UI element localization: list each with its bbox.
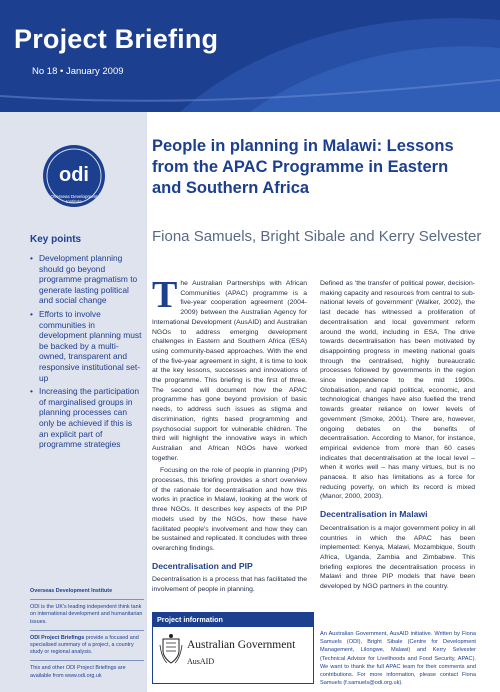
ausaid-wordmark: AusAID [187, 657, 215, 666]
article-title: People in planning in Malawi: Lessons from the APAC Programme in Eastern and Southern Africa [152, 137, 454, 197]
body-paragraph: Decentralisation is a process that has facilitated the involvement of people in planning. [152, 576, 307, 594]
body-column-right [320, 279, 475, 595]
key-point-item [30, 386, 142, 450]
odi-availability-text: This and other ODI Project Briefings are available from www.odi.org.uk [30, 665, 126, 679]
coat-of-arms-icon [159, 633, 183, 667]
key-point-item [30, 309, 142, 383]
header-banner [0, 0, 500, 112]
project-information-box [152, 612, 314, 684]
bullet-icon: • [30, 386, 33, 397]
bullet-icon: • [30, 253, 33, 263]
section-heading: Decentralisation and PIP [152, 560, 253, 571]
odi-briefings-label: ODI Project Briefings [30, 634, 85, 641]
odi-info-block [30, 588, 144, 684]
publication-title: Project Briefing [14, 24, 219, 54]
odi-about-text: ODI is the UK's leading independent think tank on international development and humanitarian issues. [30, 604, 143, 625]
bullet-icon: • [30, 308, 33, 319]
intro-paragraph [152, 274, 307, 463]
key-point-text: Increasing the participation of marginalised groups in planning processes can only be achieved if this is an explicit part of programme strategies [39, 386, 140, 450]
body-paragraph: Decentralisation is a major government policy in all countries in which the APAC has been implemented: Kenya, Malawi, Mozambique, South Africa, Uganda, Zambia and Zimbabwe. This briefing explores the decentralisation process in Malawi and three PIP models that have been developed by NGO partners in the country. [320, 524, 475, 591]
header-swoosh-graphic [0, 0, 500, 112]
issue-number-date: No 18 • January 2009 [32, 66, 124, 77]
australian-government-wordmark: Australian Government [187, 639, 296, 651]
drop-cap: T [152, 274, 178, 316]
intro-text: he Australian Partnerships with African Communities (APAC) programme is a five-year cooperation agreement (2004-2009) between the Australian Agency for International Development (AusAID) and Australian NGOs to address emerging development challenges in Eastern and Southern Africa (ESA) using community-based approaches. With the end of the five-year agreement in sight, it is time to look at the key lessons, successes and innovations of the programme. This briefing is the first of three. The second will document how the APAC programme has gone beyond provision of basic needs, to address such issues as stigma and discrimination, rights based programming and psychosocial support for vulnerable children. The third will highlight the innovative ways in which Australian and African NGOs have worked together. [152, 280, 307, 462]
odi-briefings-text: provide a focused and specialised summary of a project, a country study or regional analysis. [30, 634, 139, 656]
odi-info-heading: Overseas Development Institute [30, 588, 113, 594]
key-points-list [30, 253, 142, 453]
key-points-heading: Key points [30, 234, 82, 245]
divider [30, 630, 144, 631]
project-acknowledgement: An Australian Government, AusAID initiative. Written by Fiona Samuels (ODI), Bright Sibale (Centre for Development Management, Lilongwe, Malawi) and Kerry Selvester (Technical Advisor for Livelihoods and Food Security, APAC). We want to thank the full APAC team for their comments and contributions. For more information, please contact Fiona Samuels (f.samuels@odi.org.uk). [320, 631, 476, 687]
body-paragraph: Focusing on the role of people in planning (PIP) processes, this briefing provides a short overview of the rationale for decentralisation and how this works in practice in Malawi, looking at the work of three NGOs. It describes key aspects of the PIP models used by the NGOs, how these have facilitated people's involvement and how they can be sustained and replicated. It concludes with three overarching findings. [152, 467, 307, 552]
divider [30, 599, 144, 600]
key-point-text: Development planning should go beyond programme pragmatism to generate lasting political and social change [39, 253, 138, 306]
odi-logo-text: odi [59, 164, 89, 186]
project-information-heading: Project information [153, 613, 313, 627]
body-column-left [152, 274, 307, 598]
key-point-text: Efforts to involve communities in development planning must be backed by a multi-owned, transparent and responsive institutional set-up [39, 308, 142, 383]
divider [30, 660, 144, 661]
body-paragraph: Defined as 'the transfer of political power, decision-making capacity and resources from central to sub-national levels of government' (Walker, 2002), the last decade has witnessed a proliferation of decentralisation and local government reform around the world, including in ESA. The drive towards decentralisation has been motivated by disappointing progress in meeting national goals through the centralised, highly bureaucratic processes followed by governments in the region since independence to the mid 1990s. Globalisation, and rapid political, economic, and technological changes have also fuelled the trend towards greater reliance on lower levels of government (Smoke, 2001). There are, however, ongoing debates on the benefits of decentralisation. According to Manor, for instance, empirical evidence from more than 60 cases indicates that decentralisation at the local level – when it works well – has many virtues, but is no panacea. It also has limitations as a force for reducing poverty, on which its record is mixed (Manor, 2000, 2003). [320, 280, 475, 501]
odi-briefings-paragraph [30, 635, 144, 657]
article-authors: Fiona Samuels, Bright Sibale and Kerry Selvester [152, 228, 482, 245]
section-heading: Decentralisation in Malawi [320, 509, 428, 520]
odi-logo-tagline: Overseas Development Institute [50, 194, 98, 205]
key-point-item [30, 253, 142, 306]
